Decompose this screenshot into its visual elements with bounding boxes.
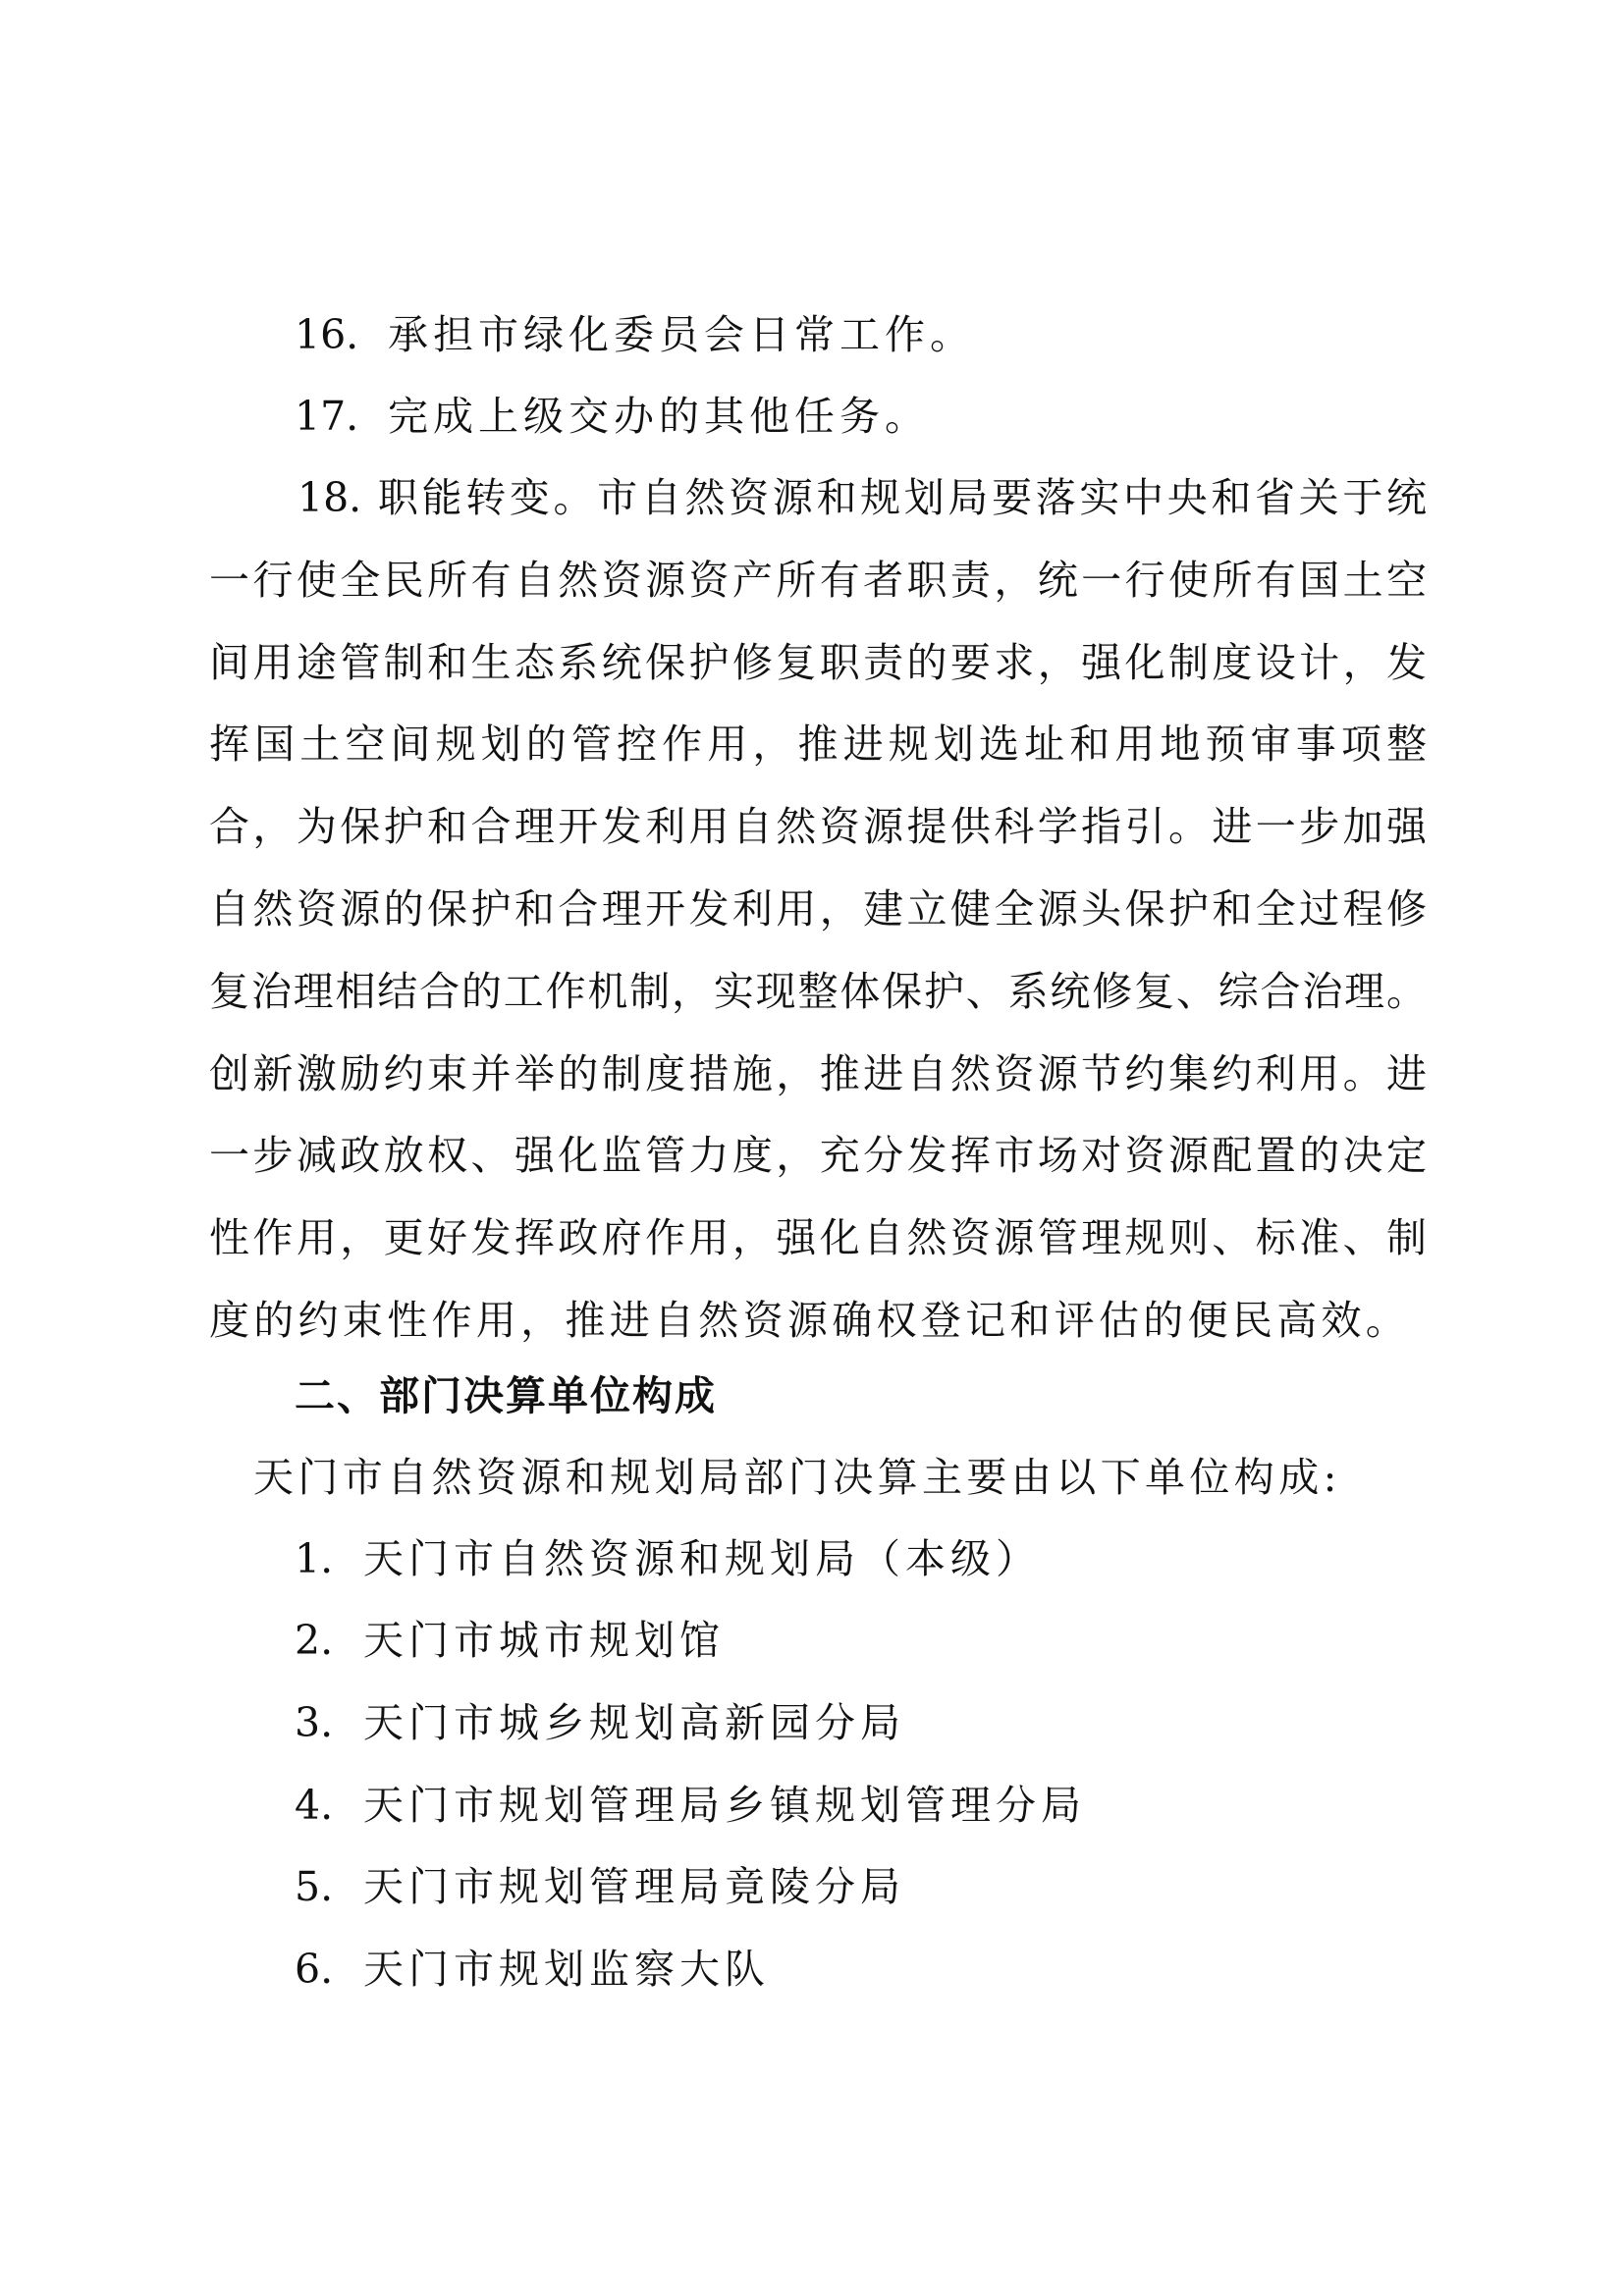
unit-name: 天门市城市规划馆: [363, 1617, 725, 1664]
unit-name: 天门市自然资源和规划局（本级）: [363, 1535, 1041, 1582]
item-number: 16.: [295, 311, 359, 358]
list-item-16: [295, 310, 975, 359]
unit-item-1: [295, 1534, 1041, 1583]
paragraph-line: 度的约束性作用，推进自然资源确权登记和评估的便民高效。: [209, 1296, 1411, 1344]
unit-number: 5.: [295, 1863, 334, 1910]
paragraph-line: 创新激励约束并举的制度措施，推进自然资源节约集约利用。进: [209, 1049, 1427, 1097]
paragraph-line: 18. 职能转变。市自然资源和规划局要落实中央和省关于统: [298, 474, 1427, 521]
paragraph-line: 复治理相结合的工作机制，实现整体保护、系统修复、综合治理。: [209, 967, 1427, 1015]
unit-item-3: [295, 1698, 905, 1747]
paragraph-line: 性作用，更好发挥政府作用，强化自然资源管理规则、标准、制: [209, 1214, 1427, 1262]
section-intro: 天门市自然资源和规划局部门决算主要由以下单位构成:: [253, 1454, 1341, 1501]
item-number: 17.: [295, 393, 359, 440]
unit-number: 2.: [295, 1617, 334, 1664]
unit-item-4: [295, 1781, 1086, 1830]
unit-item-5: [295, 1862, 905, 1911]
paragraph-line: 间用途管制和生态系统保护修复职责的要求，强化制度设计，发: [209, 638, 1427, 686]
unit-number: 4.: [295, 1782, 334, 1829]
paragraph-line: 自然资源的保护和合理开发利用，建立健全源头保护和全过程修: [209, 884, 1427, 933]
unit-name: 天门市规划监察大队: [363, 1946, 770, 1993]
item-text: 承担市绿化委员会日常工作。: [388, 311, 975, 358]
unit-name: 天门市规划管理局乡镇规划管理分局: [363, 1782, 1086, 1829]
paragraph-18: [209, 473, 1427, 1378]
list-item-17: [295, 392, 930, 441]
paragraph-line: 一步减政放权、强化监管力度，充分发挥市场对资源配置的决定: [209, 1132, 1427, 1180]
section-heading: 二、部门决算单位构成: [295, 1372, 717, 1419]
paragraph-line: 一行使全民所有自然资源资产所有者职责，统一行使所有国土空: [209, 556, 1427, 604]
unit-number: 6.: [295, 1946, 334, 1993]
paragraph-line: 合，为保护和合理开发利用自然资源提供科学指引。进一步加强: [209, 803, 1427, 851]
unit-item-2: [295, 1616, 725, 1665]
unit-number: 3.: [295, 1699, 334, 1746]
unit-name: 天门市城乡规划高新园分局: [363, 1699, 905, 1746]
item-text: 完成上级交办的其他任务。: [388, 393, 930, 440]
unit-item-6: [295, 1945, 770, 1994]
unit-name: 天门市规划管理局竟陵分局: [363, 1863, 905, 1910]
paragraph-line: 挥国土空间规划的管控作用，推进规划选址和用地预审事项整: [209, 721, 1427, 769]
unit-number: 1.: [295, 1535, 334, 1582]
